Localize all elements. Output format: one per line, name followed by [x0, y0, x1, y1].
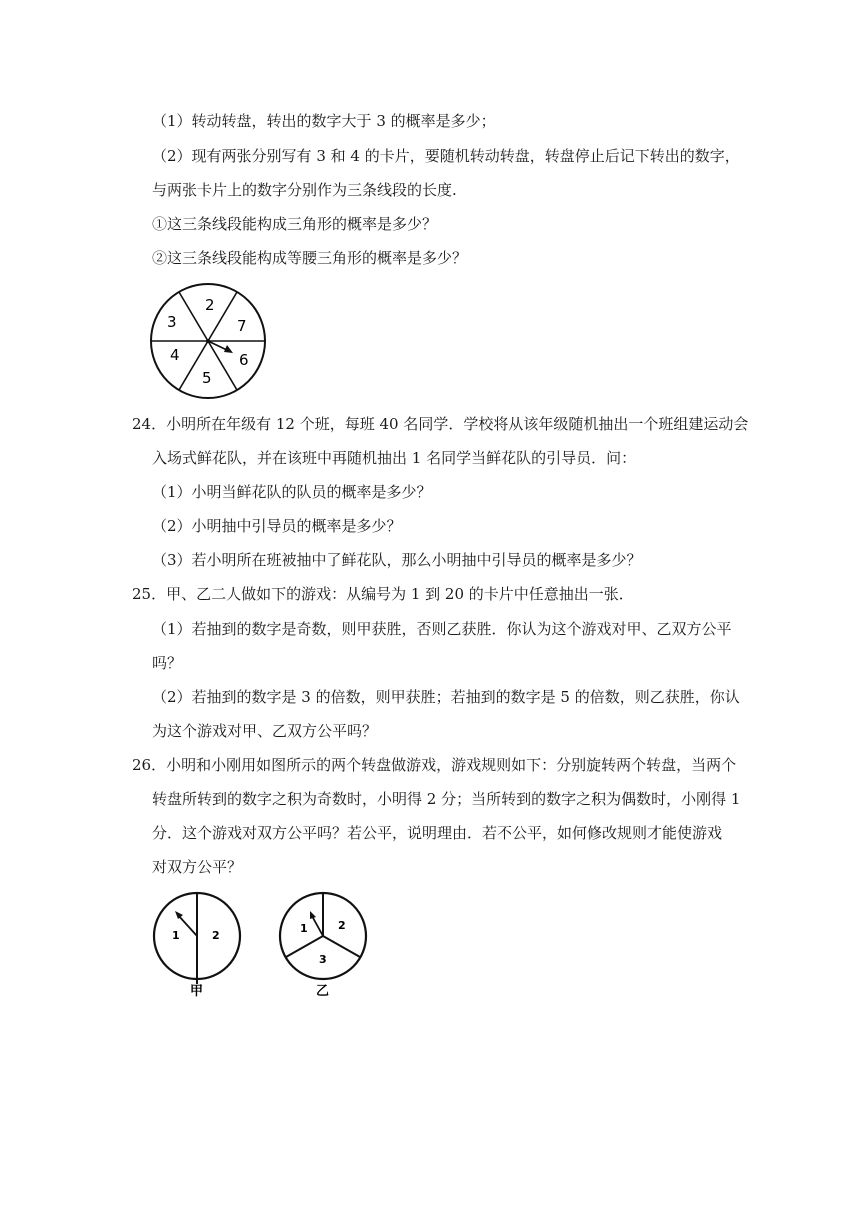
q23-sub1: ①这三条线段能构成三角形的概率是多少？ — [152, 215, 438, 233]
spinner-yi-label: 乙 — [316, 984, 330, 998]
q24-part3: （3）若小明所在班被抽中了鲜花队，那么小明抽中引导员的概率是多少？ — [152, 551, 642, 569]
q24-part1: （1）小明当鲜花队的队员的概率是多少？ — [152, 483, 432, 501]
spinner-yi-num-2: 2 — [338, 919, 346, 932]
q23-sub2: ②这三条线段能构成等腰三角形的概率是多少？ — [152, 249, 468, 267]
spinner-yi-num-1: 1 — [300, 922, 308, 935]
q25-part2-line2: 为这个游戏对甲、乙双方公平吗？ — [152, 722, 378, 740]
q25-part2-line1: （2）若抽到的数字是 3 的倍数，则甲获胜；若抽到的数字是 5 的倍数，则乙获胜，你认 — [152, 688, 740, 706]
q23-part1: （1）转动转盘，转出的数字大于 3 的概率是多少； — [152, 112, 496, 130]
q23-part2-line1: （2）现有两张分别写有 3 和 4 的卡片，要随机转动转盘，转盘停止后记下转出的数字， — [152, 147, 740, 165]
spinner-num-5: 5 — [202, 369, 212, 387]
spinner-pair-figure — [148, 888, 380, 1002]
spinner-jia-label: 甲 — [190, 984, 204, 998]
spinner-jia-num-1: 1 — [172, 929, 180, 942]
spinner-six-figure — [147, 282, 271, 406]
spinner-num-2: 2 — [205, 296, 215, 314]
q25-line1: 25．甲、乙二人做如下的游戏：从编号为 1 到 20 的卡片中任意抽出一张． — [132, 585, 634, 603]
spinner-num-3: 3 — [167, 313, 177, 331]
q26-line1: 26．小明和小刚用如图所示的两个转盘做游戏，游戏规则如下：分别旋转两个转盘，当两个 — [132, 756, 737, 774]
q24-part2: （2）小明抽中引导员的概率是多少？ — [152, 517, 402, 535]
q24-line1: 24．小明所在年级有 12 个班，每班 40 名同学．学校将从该年级随机抽出一个班组建运动会 — [132, 415, 749, 433]
spinner-num-7: 7 — [237, 317, 247, 335]
q25-part1-line1: （1）若抽到的数字是奇数，则甲获胜，否则乙获胜．你认为这个游戏对甲、乙双方公平 — [152, 620, 732, 638]
q26-line4: 对双方公平？ — [152, 858, 243, 876]
spinner-yi — [280, 893, 366, 998]
spinner-yi-num-3: 3 — [319, 953, 327, 966]
q24-line2: 入场式鲜花队，并在该班中再随机抽出 1 名同学当鲜花队的引导员．问： — [152, 449, 637, 467]
spinner-jia — [154, 893, 240, 998]
q25-part1-line2: 吗？ — [152, 654, 183, 672]
spinner-jia-num-2: 2 — [212, 929, 220, 942]
q26-line2: 转盘所转到的数字之积为奇数时，小明得 2 分；当所转到的数字之积为偶数时，小刚得 1 — [152, 790, 741, 808]
spinner-num-4: 4 — [170, 346, 180, 364]
q23-part2-line2: 与两张卡片上的数字分别作为三条线段的长度. — [152, 181, 457, 199]
q26-line3: 分．这个游戏对双方公平吗？若公平，说明理由．若不公平，如何修改规则才能使游戏 — [152, 824, 723, 842]
spinner-num-6: 6 — [239, 351, 249, 369]
